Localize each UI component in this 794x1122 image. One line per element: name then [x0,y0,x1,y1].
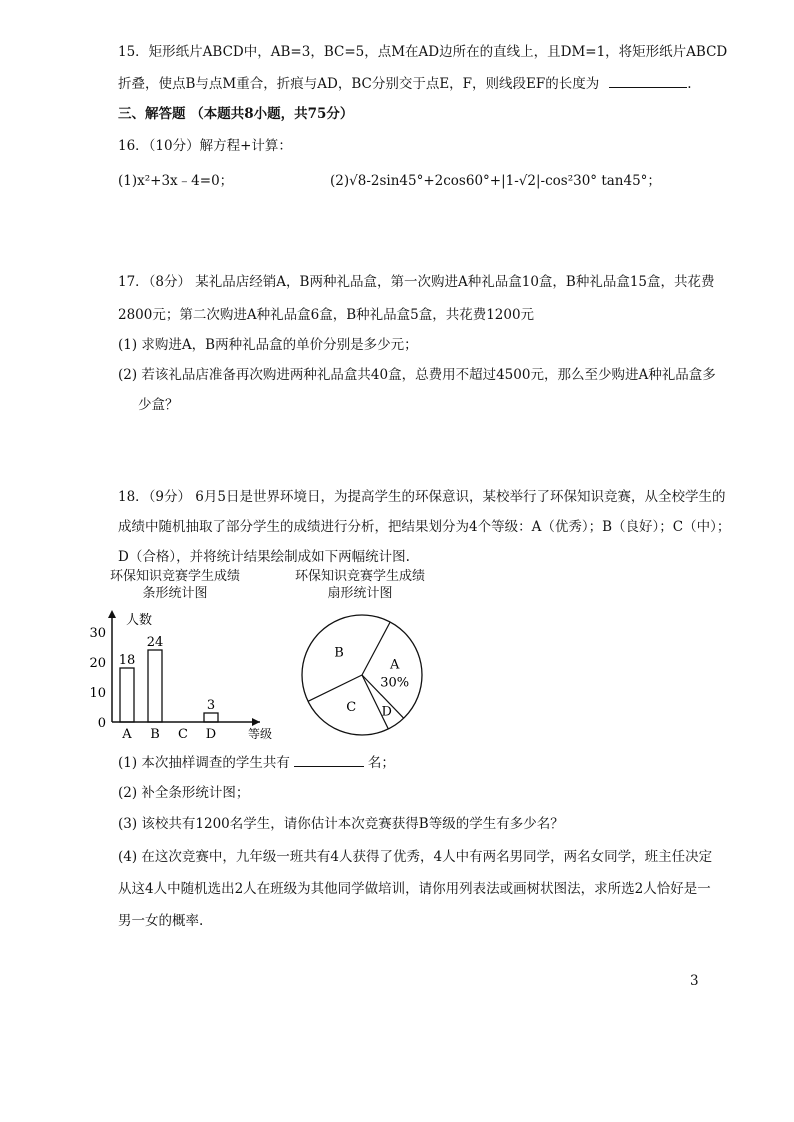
bar-d [204,713,218,722]
pie-chart-subtitle: 扇形统计图 [327,586,393,601]
bar-x-tick-b: B [150,727,160,742]
bar-y-tick-label: 0 [97,716,106,731]
bar-ylabel: 人数 [126,613,153,628]
q18-sub1-pre: (1) 本次抽样调查的学生共有 [118,755,290,771]
bar-data-label-d: 3 [206,698,216,713]
page-number: 3 [690,973,699,989]
bar-chart-subtitle: 条形统计图 [142,586,208,601]
pie-chart [290,602,440,752]
q15-end: . [687,76,692,92]
bar-data-label-b: 24 [146,635,164,650]
bar-chart-title: 环保知识竞赛学生成绩 [109,569,240,584]
q17-sub2b: 少盒？ [138,397,179,413]
bar-x-tick-d: D [205,727,217,742]
pie-label-c: C [346,700,357,716]
q18-line2: 成绩中随机抽取了部分学生的成绩进行分析，把结果划分为4个等级：A（优秀）；B（良好）；C（中）； [118,519,731,535]
pie-percent-a: 30% [380,675,410,691]
bar-b [148,650,162,722]
q15-line2-text: 折叠，使点B与点M重合，折痕与AD，BC分别交于点E，F，则线段EF的长度为 [118,76,600,92]
bar-a [120,668,134,722]
q15-line1: 15．矩形纸片ABCD中，AB=3，BC=5，点M在AD边所在的直线上，且DM=1，将矩形纸片ABCD [118,44,728,60]
section-3-heading: 三、解答题 （本题共8小题，共75分） [118,106,354,122]
q15-line2 [118,75,692,93]
pie-boundary-a [362,622,390,675]
q17-sub1: (1) 求购进A，B两种礼品盒的单价分别是多少元； [118,337,418,353]
bar-x-axis-arrow [252,718,260,726]
q18-sub2: (2) 补全条形统计图； [118,785,250,801]
bar-chart [86,600,286,750]
bar-x-tick-c: C [178,727,188,742]
q17-sub2a: (2) 若该礼品店准备再次购进两种礼品盒共40盒，总费用不超过4500元，那么至少购进A种礼品盒多 [118,367,716,383]
q18-line1: 18．（9分） 6月5日是世界环境日，为提高学生的环保意识，某校举行了环保知识竞赛，从全校学生的 [118,489,726,505]
bar-y-tick-label: 20 [89,656,106,671]
q17-line2: 2800元；第二次购进A种礼品盒6盒，B种礼品盒5盒，共花费1200元 [118,307,535,323]
bar-y-tick-label: 30 [89,626,106,641]
bar-y-axis-arrow [108,610,116,618]
q15-answer-blank[interactable] [609,75,687,88]
q18-line3: D（合格），并将统计结果绘制成如下两幅统计图. [118,549,410,565]
bar-y-tick-label: 10 [89,686,106,701]
pie-label-d: D [381,704,392,720]
q18-sub1-post: 名； [367,755,395,771]
pie-label-b: B [334,645,344,661]
q18-sub4c: 男一女的概率. [118,913,204,929]
q18-sub3: (3) 该校共有1200名学生，请你估计本次竞赛获得B等级的学生有多少名？ [118,816,564,832]
q18-sub4a: (4) 在这次竞赛中，九年级一班共有4人获得了优秀，4人中有两名男同学，两名女同学，班主任决定 [118,849,713,865]
q18-sub1 [118,754,395,772]
q17-line1: 17．（8分） 某礼品店经销A，B两种礼品盒，第一次购进A种礼品盒10盒，B种礼品盒15盒，共花费 [118,274,715,290]
q18-sub4b: 从这4人中随机选出2人在班级为其他同学做培训，请你用列表法或画树状图法，求所选2人恰好是一 [118,881,711,897]
bar-xlabel: 等级 [248,727,273,741]
pie-boundary-b [308,675,362,701]
bar-data-label-a: 18 [118,653,136,668]
q16-part1: (1)x²+3x﹣4=0； [118,173,234,189]
bar-x-tick-a: A [122,727,132,742]
q16-head: 16．（10分）解方程+计算： [118,138,292,154]
pie-label-a: A [389,657,400,673]
pie-chart-title: 环保知识竞赛学生成绩 [294,569,425,584]
q16-part2: (2)√8-2sin45°+2cos60°+|1-√2|-cos²30° tan45°； [330,173,661,189]
q18-answer-blank[interactable] [294,754,364,767]
